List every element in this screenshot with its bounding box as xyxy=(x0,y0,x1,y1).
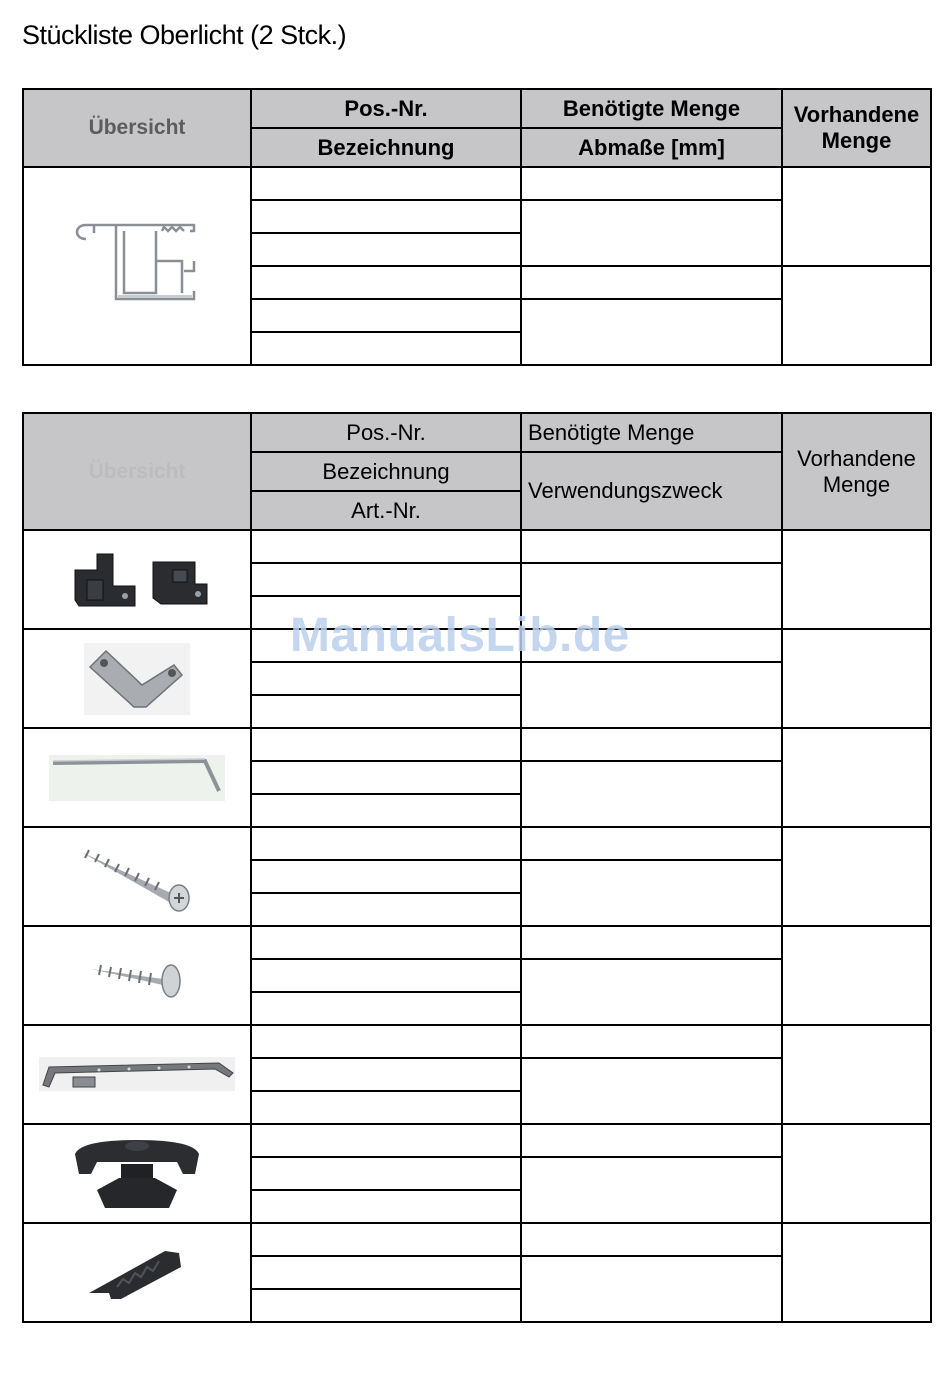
item-image-cell xyxy=(23,827,251,926)
vorhanden-cell[interactable] xyxy=(782,1025,931,1124)
menge-cell[interactable] xyxy=(521,167,782,200)
angle-bracket-icon xyxy=(82,641,192,717)
verwendung-cell[interactable] xyxy=(521,860,782,926)
countersunk-screw-icon xyxy=(77,842,197,912)
bezeichnung-cell[interactable] xyxy=(251,1256,521,1289)
extra-cell[interactable] xyxy=(251,233,521,266)
verwendung-cell[interactable] xyxy=(521,1058,782,1124)
verwendung-cell[interactable] xyxy=(521,959,782,1025)
vorhanden-cell[interactable] xyxy=(782,167,931,266)
bezeichnung-cell[interactable] xyxy=(251,200,521,233)
vorhanden-cell[interactable] xyxy=(782,827,931,926)
art-nr-cell[interactable] xyxy=(251,1190,521,1223)
handle-latch-icon xyxy=(67,1134,207,1214)
item-image-cell xyxy=(23,530,251,629)
parts-table-profile xyxy=(22,88,932,366)
pos-nr-cell[interactable] xyxy=(251,1025,521,1058)
col-bezeichnung: Bezeichnung xyxy=(251,128,521,167)
verwendung-cell[interactable] xyxy=(521,761,782,827)
col-bezeichnung: Bezeichnung xyxy=(251,452,521,491)
col-verwendungszweck: Verwendungszweck xyxy=(521,452,782,530)
col-pos-nr: Pos.-Nr. xyxy=(251,413,521,452)
vorhanden-cell[interactable] xyxy=(782,530,931,629)
verwendung-cell[interactable] xyxy=(521,1157,782,1223)
parts-table-hardware xyxy=(22,412,932,1323)
profile-image-cell xyxy=(23,167,251,365)
bezeichnung-cell[interactable] xyxy=(251,563,521,596)
vorhanden-cell[interactable] xyxy=(782,266,931,365)
vorhanden-cell[interactable] xyxy=(782,629,931,728)
art-nr-cell[interactable] xyxy=(251,1091,521,1124)
item-image-cell xyxy=(23,1025,251,1124)
menge-cell[interactable] xyxy=(521,530,782,563)
menge-cell[interactable] xyxy=(521,926,782,959)
extra-cell[interactable] xyxy=(251,332,521,365)
abmasse-cell[interactable] xyxy=(521,200,782,266)
overview-header: Übersicht xyxy=(23,413,251,530)
pos-nr-cell[interactable] xyxy=(251,266,521,299)
art-nr-cell[interactable] xyxy=(251,596,521,629)
menge-cell[interactable] xyxy=(521,1124,782,1157)
abmasse-cell[interactable] xyxy=(521,299,782,365)
pos-nr-cell[interactable] xyxy=(251,1124,521,1157)
item-image-cell xyxy=(23,629,251,728)
pos-nr-cell[interactable] xyxy=(251,827,521,860)
bezeichnung-cell[interactable] xyxy=(251,860,521,893)
window-stay-icon xyxy=(39,1055,235,1095)
bezeichnung-cell[interactable] xyxy=(251,959,521,992)
menge-cell[interactable] xyxy=(521,629,782,662)
aluminium-profile-icon xyxy=(72,221,202,311)
art-nr-cell[interactable] xyxy=(251,794,521,827)
page-title: Stückliste Oberlicht (2 Stck.) xyxy=(22,20,347,50)
bezeichnung-cell[interactable] xyxy=(251,1058,521,1091)
col-benoetigte-menge: Benötigte Menge xyxy=(521,89,782,128)
art-nr-cell[interactable] xyxy=(251,695,521,728)
menge-cell[interactable] xyxy=(521,1025,782,1058)
vorhanden-cell[interactable] xyxy=(782,728,931,827)
col-pos-nr: Pos.-Nr. xyxy=(251,89,521,128)
col-abmasse: Abmaße [mm] xyxy=(521,128,782,167)
item-image-cell xyxy=(23,1124,251,1223)
verwendung-cell[interactable] xyxy=(521,662,782,728)
item-image-cell xyxy=(23,728,251,827)
menge-cell[interactable] xyxy=(521,1223,782,1256)
pos-nr-cell[interactable] xyxy=(251,926,521,959)
overview-header: Übersicht xyxy=(23,89,251,167)
item-image-cell xyxy=(23,926,251,1025)
item-image-cell xyxy=(23,1223,251,1322)
verwendung-cell[interactable] xyxy=(521,1256,782,1322)
pos-nr-cell[interactable] xyxy=(251,1223,521,1256)
verwendung-cell[interactable] xyxy=(521,563,782,629)
col-vorhandene-menge: Vorhandene Menge xyxy=(782,413,931,530)
pos-nr-cell[interactable] xyxy=(251,167,521,200)
pos-nr-cell[interactable] xyxy=(251,629,521,662)
rubber-seal-icon xyxy=(87,1243,187,1303)
vorhanden-cell[interactable] xyxy=(782,1223,931,1322)
vorhanden-cell[interactable] xyxy=(782,1124,931,1223)
bezeichnung-cell[interactable] xyxy=(251,662,521,695)
bezeichnung-cell[interactable] xyxy=(251,761,521,794)
pos-nr-cell[interactable] xyxy=(251,530,521,563)
col-vorhandene-menge: Vorhandene Menge xyxy=(782,89,931,167)
art-nr-cell[interactable] xyxy=(251,893,521,926)
menge-cell[interactable] xyxy=(521,266,782,299)
pan-head-screw-icon xyxy=(87,953,187,999)
vorhanden-cell[interactable] xyxy=(782,926,931,1025)
col-art-nr: Art.-Nr. xyxy=(251,491,521,530)
bezeichnung-cell[interactable] xyxy=(251,1157,521,1190)
bezeichnung-cell[interactable] xyxy=(251,299,521,332)
hex-key-icon xyxy=(49,753,225,803)
pos-nr-cell[interactable] xyxy=(251,728,521,761)
watermark: ManualsLib.de xyxy=(290,609,630,662)
corner-connector-icon xyxy=(57,540,217,620)
art-nr-cell[interactable] xyxy=(251,1289,521,1322)
menge-cell[interactable] xyxy=(521,728,782,761)
art-nr-cell[interactable] xyxy=(251,992,521,1025)
menge-cell[interactable] xyxy=(521,827,782,860)
col-benoetigte-menge: Benötigte Menge xyxy=(521,413,782,452)
